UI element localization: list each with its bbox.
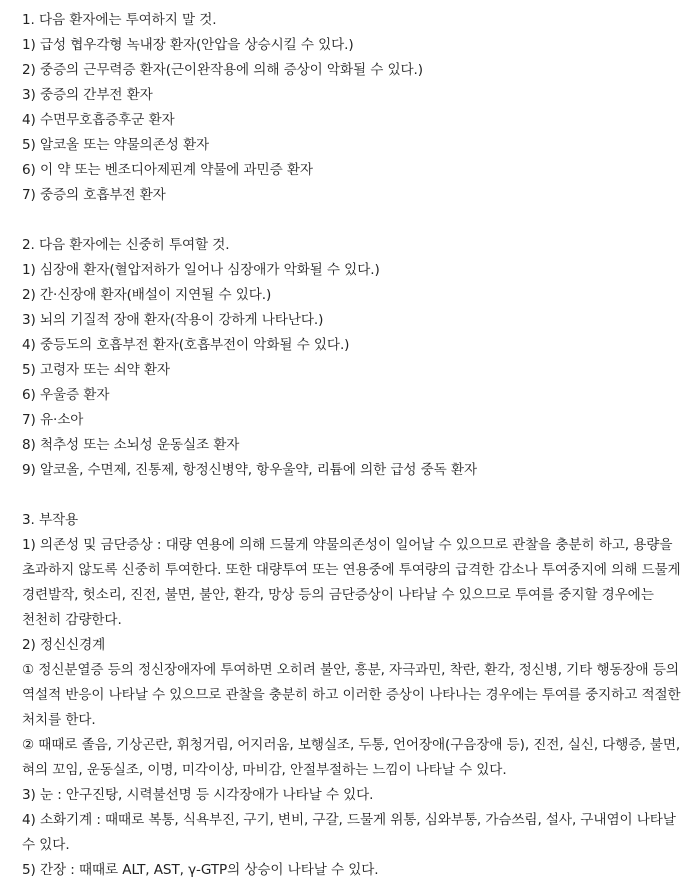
list-item: 5) 알코올 또는 약물의존성 환자 [22, 137, 210, 153]
list-item: 7) 유·소아 [22, 412, 84, 428]
list-item: 2) 중증의 근무력증 환자(근이완작용에 의해 증상이 악화될 수 있다.) [22, 62, 423, 78]
list-item: 4) 중등도의 호흡부전 환자(호흡부전이 악화될 수 있다.) [22, 337, 350, 353]
section-cautions [22, 233, 686, 483]
list-item: 2) 정신신경계 [22, 637, 106, 653]
document-body [22, 8, 686, 883]
list-item: 4) 수면무호흡증후군 환자 [22, 112, 175, 128]
section-contraindications [22, 8, 686, 208]
list-item: 1) 급성 협우각형 녹내장 환자(안압을 상승시킬 수 있다.) [22, 37, 354, 53]
section-spacer [22, 483, 686, 508]
paragraph-neuro-effects: ② 때때로 졸음, 기상곤란, 휘청거림, 어지러움, 보행실조, 두통, 언어장애(구음장애 등), 진전, 실신, 다행증, 불면, 혀의 꼬임, 운동실조, 이명, 미각이상, 마비감, 안절부절하는 느낌이 나타날 수 있다. [22, 737, 681, 778]
list-item: 8) 척추성 또는 소뇌성 운동실조 환자 [22, 437, 240, 453]
section-spacer [22, 208, 686, 233]
list-item: 3) 눈 : 안구진탕, 시력불선명 등 시각장애가 나타날 수 있다. [22, 787, 374, 803]
list-item: 1) 심장애 환자(혈압저하가 일어나 심장애가 악화될 수 있다.) [22, 262, 380, 278]
paragraph-psychiatric: ① 정신분열증 등의 정신장애자에 투여하면 오히려 불안, 흥분, 자극과민, 착란, 환각, 정신병, 기타 행동장애 등의 역설적 반응이 나타날 수 있으므로 관찰을 충분히 하고 이러한 증상이 나타나는 경우에는 투여를 중지하고 적절한 처치를 한다. [22, 662, 681, 728]
paragraph-dependence: 1) 의존성 및 금단증상 : 대량 연용에 의해 드물게 약물의존성이 일어날 수 있으므로 관찰을 충분히 하고, 용량을 초과하지 않도록 신중히 투여한다. 또한 대량투여 또는 연용중에 투여량의 급격한 감소나 투여중지에 의해 드물게 경련발작, 헛소리, 진전, 불면, 불안, 환각, 망상 등의 금단증상이 나타날 수 있으므로 투여를 중지할 경우에는 천천히 감량한다. [22, 537, 681, 628]
list-item: 2) 간·신장애 환자(배설이 지연될 수 있다.) [22, 287, 272, 303]
list-item: 5) 간장 : 때때로 ALT, AST, γ-GTP의 상승이 나타날 수 있다. [22, 862, 379, 878]
paragraph-digestive: 4) 소화기계 : 때때로 복통, 식욕부진, 구기, 변비, 구갈, 드물게 위통, 심와부통, 가슴쓰림, 설사, 구내염이 나타날 수 있다. [22, 812, 676, 853]
list-item: 5) 고령자 또는 쇠약 환자 [22, 362, 170, 378]
section-heading: 3. 부작용 [22, 512, 79, 528]
section-heading: 1. 다음 환자에는 투여하지 말 것. [22, 12, 217, 28]
list-item: 7) 중증의 호흡부전 환자 [22, 187, 166, 203]
section-side-effects [22, 508, 686, 883]
list-item: 9) 알코올, 수면제, 진통제, 항정신병약, 항우울약, 리튬에 의한 급성 중독 환자 [22, 462, 477, 478]
list-item: 6) 이 약 또는 벤조디아제핀계 약물에 과민증 환자 [22, 162, 313, 178]
section-heading: 2. 다음 환자에는 신중히 투여할 것. [22, 237, 230, 253]
list-item: 6) 우울증 환자 [22, 387, 110, 403]
list-item: 3) 뇌의 기질적 장애 환자(작용이 강하게 나타난다.) [22, 312, 324, 328]
list-item: 3) 중증의 간부전 환자 [22, 87, 153, 103]
